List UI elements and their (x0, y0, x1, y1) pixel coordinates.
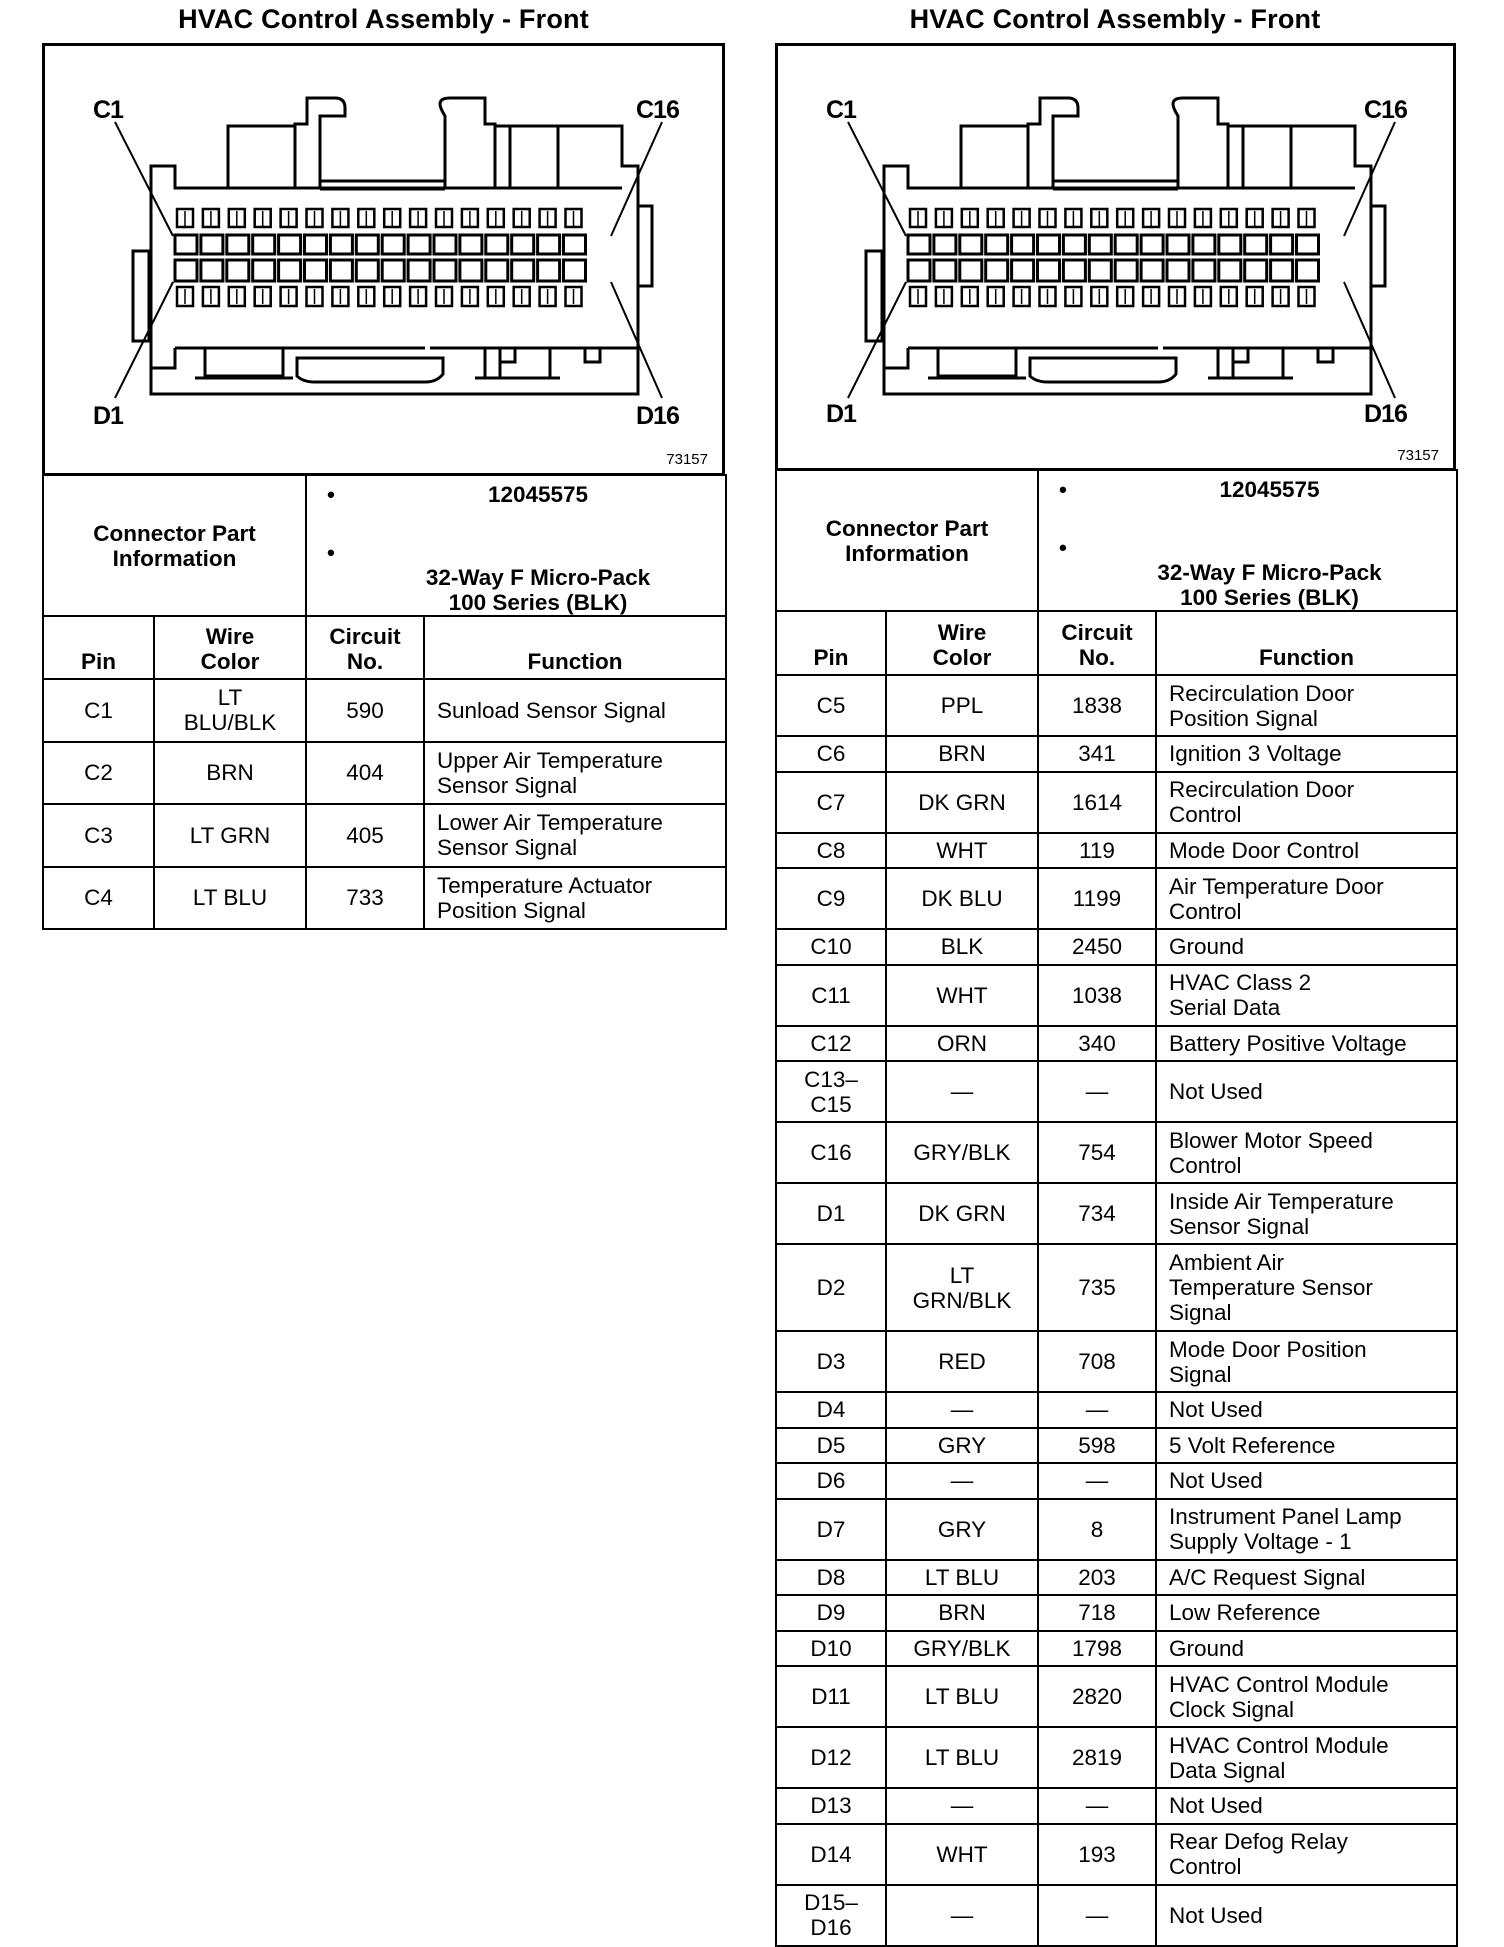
pin-cell: D10 (776, 1631, 886, 1667)
pin-cavity-c8 (356, 235, 378, 254)
function-cell: HVAC Class 2 Serial Data (1156, 965, 1457, 1026)
pin-cell: D4 (776, 1392, 886, 1428)
pin-cavity-c14 (512, 235, 534, 254)
pin-cell: C13– C15 (776, 1061, 886, 1122)
pin-cavity-d12 (460, 260, 482, 281)
column-header-circuit-no: Circuit No. (1038, 611, 1156, 675)
circuit-cell: 2819 (1038, 1727, 1156, 1788)
panel-title-right: HVAC Control Assembly - Front (909, 4, 1321, 34)
pin-cell: D7 (776, 1499, 886, 1560)
connector-part-number: • 12045575 (1059, 477, 1320, 502)
column-header-pin: Pin (43, 616, 154, 679)
circuit-cell: 708 (1038, 1331, 1156, 1392)
wire-color-cell: DK GRN (886, 1183, 1038, 1244)
pin-cell: D8 (776, 1560, 886, 1596)
pin-cavity-d11 (1167, 260, 1189, 281)
table-row (776, 868, 1457, 929)
pin-cell: C3 (43, 804, 154, 867)
function-cell: Mode Door Control (1156, 833, 1457, 869)
housing-left-tab (133, 251, 149, 341)
pin-cavity-d7 (330, 260, 352, 281)
function-cell: Ground (1156, 929, 1457, 965)
wire-color-cell: BRN (886, 1595, 1038, 1631)
wire-color-cell: WHT (886, 833, 1038, 869)
wire-color-cell: DK GRN (886, 772, 1038, 833)
table-row (776, 833, 1457, 869)
pin-cavity-c6 (305, 235, 327, 254)
function-cell: Sunload Sensor Signal (424, 679, 726, 742)
function-cell: Not Used (1156, 1788, 1457, 1824)
pin-cavity-c13 (1219, 235, 1241, 254)
pin-cavity-d16 (564, 260, 586, 281)
function-cell: Not Used (1156, 1885, 1457, 1946)
pin-cavity-c8 (1089, 235, 1111, 254)
circuit-cell: 754 (1038, 1122, 1156, 1183)
pin-label-top-left: C1 (826, 96, 856, 124)
pin-cavity-c13 (486, 235, 508, 254)
function-cell: Battery Positive Voltage (1156, 1026, 1457, 1062)
circuit-cell: 1038 (1038, 965, 1156, 1026)
pin-label-bottom-right: D16 (1364, 400, 1407, 428)
pin-cavity-d16 (1297, 260, 1319, 281)
table-row (43, 742, 726, 805)
wire-color-cell: — (886, 1061, 1038, 1122)
pin-cavity-d13 (486, 260, 508, 281)
wire-color-cell: LT BLU/BLK (154, 679, 306, 742)
connector-diagram-left (42, 43, 725, 476)
pin-cell: D14 (776, 1824, 886, 1885)
circuit-cell: 1614 (1038, 772, 1156, 833)
bullet-icon: • (327, 482, 335, 507)
pin-cell: D15– D16 (776, 1885, 886, 1946)
connector-diagram-right (775, 43, 1456, 471)
function-cell: Not Used (1156, 1463, 1457, 1499)
table-header-row (776, 611, 1457, 675)
pin-cavity-c15 (538, 235, 560, 254)
circuit-cell: 340 (1038, 1026, 1156, 1062)
pin-cavity-c6 (1038, 235, 1060, 254)
table-row (776, 1392, 1457, 1428)
pin-table-right (775, 469, 1458, 1947)
pin-cell: D2 (776, 1244, 886, 1331)
pin-label-bottom-left: D1 (93, 402, 123, 430)
connector-info-label: Connector Part Information (776, 470, 1038, 611)
wire-color-cell: LT GRN/BLK (886, 1244, 1038, 1331)
wire-color-cell: LT BLU (886, 1560, 1038, 1596)
function-cell: HVAC Control Module Data Signal (1156, 1727, 1457, 1788)
pin-cavity-d14 (512, 260, 534, 281)
pin-cavity-c16 (1297, 235, 1319, 254)
pin-cavity-c2 (201, 235, 223, 254)
pin-cavity-d6 (1038, 260, 1060, 281)
function-cell: 5 Volt Reference (1156, 1428, 1457, 1464)
connector-info-row (43, 475, 726, 616)
pin-cell: C2 (43, 742, 154, 805)
table-row (776, 1331, 1457, 1392)
pin-cavity-c3 (227, 235, 249, 254)
circuit-cell: 1199 (1038, 868, 1156, 929)
table-row (776, 1595, 1457, 1631)
function-cell: Rear Defog Relay Control (1156, 1824, 1457, 1885)
circuit-cell: 735 (1038, 1244, 1156, 1331)
function-cell: Blower Motor Speed Control (1156, 1122, 1457, 1183)
wire-color-cell: BLK (886, 929, 1038, 965)
table-row (776, 1183, 1457, 1244)
circuit-cell: 1798 (1038, 1631, 1156, 1667)
pin-cavity-c9 (1115, 235, 1137, 254)
wire-color-cell: WHT (886, 1824, 1038, 1885)
wire-color-cell: — (886, 1463, 1038, 1499)
column-header-function: Function (424, 616, 726, 679)
column-header-function: Function (1156, 611, 1457, 675)
pin-cell: C1 (43, 679, 154, 742)
table-row (43, 679, 726, 742)
housing-bottom-outline (884, 348, 1371, 382)
circuit-cell: — (1038, 1463, 1156, 1499)
function-cell: Instrument Panel Lamp Supply Voltage - 1 (1156, 1499, 1457, 1560)
function-cell: Lower Air Temperature Sensor Signal (424, 804, 726, 867)
circuit-cell: 1838 (1038, 675, 1156, 736)
bullet-icon: • (327, 540, 335, 565)
pin-cavity-c1 (175, 235, 197, 254)
pin-cell: C6 (776, 736, 886, 772)
pin-cavity-c3 (960, 235, 982, 254)
circuit-cell: — (1038, 1788, 1156, 1824)
pin-cavity-c5 (1012, 235, 1034, 254)
pin-cell: D1 (776, 1183, 886, 1244)
pin-cavity-d10 (408, 260, 430, 281)
pin-cavity-d5 (1012, 260, 1034, 281)
table-row (776, 1122, 1457, 1183)
pin-cavity-c14 (1245, 235, 1267, 254)
table-header-row (43, 616, 726, 679)
pin-cavity-c10 (1141, 235, 1163, 254)
wire-color-cell: BRN (154, 742, 306, 805)
pin-cavity-c12 (460, 235, 482, 254)
pin-cavity-d4 (253, 260, 275, 281)
table-row (776, 1061, 1457, 1122)
pin-cavity-d1 (908, 260, 930, 281)
pin-cavity-c10 (408, 235, 430, 254)
circuit-cell: 119 (1038, 833, 1156, 869)
table-row (776, 1244, 1457, 1331)
function-cell: Ground (1156, 1631, 1457, 1667)
wire-color-cell: GRY/BLK (886, 1631, 1038, 1667)
circuit-cell: 8 (1038, 1499, 1156, 1560)
pin-cavity-c4 (253, 235, 275, 254)
connector-info-list (306, 475, 726, 616)
pin-cell: C9 (776, 868, 886, 929)
wire-color-cell: GRY/BLK (886, 1122, 1038, 1183)
function-cell: A/C Request Signal (1156, 1560, 1457, 1596)
connector-description: • 32-Way F Micro-Pack 100 Series (BLK) (327, 540, 651, 615)
function-cell: Ambient Air Temperature Sensor Signal (1156, 1244, 1457, 1331)
pin-label-bottom-right: D16 (636, 402, 679, 430)
function-cell: Ignition 3 Voltage (1156, 736, 1457, 772)
pin-cavity-d6 (305, 260, 327, 281)
pin-cell: C11 (776, 965, 886, 1026)
wire-color-cell: RED (886, 1331, 1038, 1392)
pin-cavity-c7 (1063, 235, 1085, 254)
wire-color-cell: LT BLU (886, 1666, 1038, 1727)
wire-color-cell: DK BLU (886, 868, 1038, 929)
pin-cell: C10 (776, 929, 886, 965)
wire-color-cell: LT BLU (886, 1727, 1038, 1788)
pin-cell: C5 (776, 675, 886, 736)
pin-cavity-d4 (986, 260, 1008, 281)
function-cell: Low Reference (1156, 1595, 1457, 1631)
pin-cavity-d8 (1089, 260, 1111, 281)
circuit-cell: — (1038, 1885, 1156, 1946)
table-row (776, 1727, 1457, 1788)
function-cell: Inside Air Temperature Sensor Signal (1156, 1183, 1457, 1244)
pin-cavity-d13 (1219, 260, 1241, 281)
function-cell: Not Used (1156, 1061, 1457, 1122)
column-header-wire-color: Wire Color (154, 616, 306, 679)
table-row (776, 1666, 1457, 1727)
pin-cavity-c11 (1167, 235, 1189, 254)
column-header-pin: Pin (776, 611, 886, 675)
wire-color-cell: LT GRN (154, 804, 306, 867)
pin-cavity-c15 (1271, 235, 1293, 254)
pin-cavity-d14 (1245, 260, 1267, 281)
wire-color-cell: BRN (886, 736, 1038, 772)
pin-cavity-d2 (934, 260, 956, 281)
panel-title-left: HVAC Control Assembly - Front (178, 4, 589, 34)
pin-cavity-d12 (1193, 260, 1215, 281)
column-header-circuit-no: Circuit No. (306, 616, 424, 679)
leader-line-d1 (848, 282, 906, 398)
circuit-cell: — (1038, 1392, 1156, 1428)
pin-cavity-d3 (227, 260, 249, 281)
housing-right-tab (1371, 206, 1385, 286)
pin-label-top-right: C16 (636, 96, 679, 124)
table-row (776, 1463, 1457, 1499)
table-row (776, 1824, 1457, 1885)
leader-line-c1 (115, 122, 173, 236)
pin-cell: D5 (776, 1428, 886, 1464)
pin-cavity-c2 (934, 235, 956, 254)
pin-cavity-d5 (279, 260, 301, 281)
pin-cavity-d8 (356, 260, 378, 281)
housing-bottom-outline (151, 348, 638, 382)
wire-color-cell: LT BLU (154, 867, 306, 930)
pin-cavity-d9 (382, 260, 404, 281)
pin-cavity-c4 (986, 235, 1008, 254)
connector-description: • 32-Way F Micro-Pack 100 Series (BLK) (1059, 535, 1382, 610)
pin-label-bottom-left: D1 (826, 400, 856, 428)
circuit-cell: 203 (1038, 1560, 1156, 1596)
function-cell: Temperature Actuator Position Signal (424, 867, 726, 930)
pin-cavity-d7 (1063, 260, 1085, 281)
function-cell: Recirculation Door Position Signal (1156, 675, 1457, 736)
connector-part-number: • 12045575 (327, 482, 589, 507)
pin-table-left (42, 474, 727, 930)
circuit-cell: 2820 (1038, 1666, 1156, 1727)
table-row (776, 736, 1457, 772)
pin-cell: D9 (776, 1595, 886, 1631)
housing-top-outline (884, 98, 1371, 211)
circuit-cell: 341 (1038, 736, 1156, 772)
circuit-cell: 590 (306, 679, 424, 742)
wire-color-cell: — (886, 1788, 1038, 1824)
function-cell: Mode Door Position Signal (1156, 1331, 1457, 1392)
pin-cell: D3 (776, 1331, 886, 1392)
wire-color-cell: — (886, 1392, 1038, 1428)
table-row (776, 1560, 1457, 1596)
wire-color-cell: GRY (886, 1499, 1038, 1560)
circuit-cell: 598 (1038, 1428, 1156, 1464)
pin-cavity-d15 (538, 260, 560, 281)
table-row (776, 1026, 1457, 1062)
pin-cavity-d15 (1271, 260, 1293, 281)
circuit-cell: 734 (1038, 1183, 1156, 1244)
pin-cavity-c11 (434, 235, 456, 254)
circuit-cell: 404 (306, 742, 424, 805)
table-row (43, 804, 726, 867)
table-row (776, 929, 1457, 965)
circuit-cell: 2450 (1038, 929, 1156, 965)
leader-line-d1 (115, 282, 173, 398)
circuit-cell: 718 (1038, 1595, 1156, 1631)
pin-cavity-d10 (1141, 260, 1163, 281)
function-cell: Recirculation Door Control (1156, 772, 1457, 833)
pin-cell: C16 (776, 1122, 886, 1183)
pin-cavity-c16 (564, 235, 586, 254)
pin-cavity-c12 (1193, 235, 1215, 254)
pin-cell: D11 (776, 1666, 886, 1727)
bullet-icon: • (1059, 477, 1067, 502)
column-header-wire-color: Wire Color (886, 611, 1038, 675)
leader-line-c1 (848, 122, 906, 236)
housing-top-outline (151, 98, 638, 211)
pin-cavity-c7 (330, 235, 352, 254)
circuit-cell: 193 (1038, 1824, 1156, 1885)
table-row (43, 867, 726, 930)
circuit-cell: — (1038, 1061, 1156, 1122)
pin-cell: D6 (776, 1463, 886, 1499)
pin-cell: C12 (776, 1026, 886, 1062)
pin-cell: C4 (43, 867, 154, 930)
table-row (776, 772, 1457, 833)
connector-info-label: Connector Part Information (43, 475, 306, 616)
table-row (776, 965, 1457, 1026)
housing-right-tab (638, 206, 652, 286)
table-row (776, 1631, 1457, 1667)
function-cell: Upper Air Temperature Sensor Signal (424, 742, 726, 805)
function-cell: Not Used (1156, 1392, 1457, 1428)
connector-info-row (776, 470, 1457, 611)
connector-info-list (1038, 470, 1457, 611)
pin-cavity-d9 (1115, 260, 1137, 281)
pin-cavity-d3 (960, 260, 982, 281)
function-cell: HVAC Control Module Clock Signal (1156, 1666, 1457, 1727)
table-row (776, 675, 1457, 736)
wire-color-cell: WHT (886, 965, 1038, 1026)
pin-cavity-d2 (201, 260, 223, 281)
connector-face-drawing (778, 46, 1453, 468)
pin-cavity-d1 (175, 260, 197, 281)
pin-cavity-d11 (434, 260, 456, 281)
figure-number: 73157 (1397, 447, 1439, 464)
pin-label-top-left: C1 (93, 96, 123, 124)
figure-number: 73157 (666, 451, 708, 468)
bullet-icon: • (1059, 535, 1067, 560)
wire-color-cell: GRY (886, 1428, 1038, 1464)
pin-cavity-c1 (908, 235, 930, 254)
circuit-cell: 405 (306, 804, 424, 867)
wire-color-cell: — (886, 1885, 1038, 1946)
wire-color-cell: ORN (886, 1026, 1038, 1062)
pin-cell: D13 (776, 1788, 886, 1824)
table-row (776, 1788, 1457, 1824)
pin-cavity-c5 (279, 235, 301, 254)
pin-cell: D12 (776, 1727, 886, 1788)
pin-cell: C8 (776, 833, 886, 869)
circuit-cell: 733 (306, 867, 424, 930)
wire-color-cell: PPL (886, 675, 1038, 736)
table-row (776, 1885, 1457, 1946)
housing-left-tab (866, 251, 882, 341)
function-cell: Air Temperature Door Control (1156, 868, 1457, 929)
table-row (776, 1499, 1457, 1560)
pin-cell: C7 (776, 772, 886, 833)
connector-face-drawing (45, 46, 722, 473)
table-row (776, 1428, 1457, 1464)
pin-label-top-right: C16 (1364, 96, 1407, 124)
pin-cavity-c9 (382, 235, 404, 254)
